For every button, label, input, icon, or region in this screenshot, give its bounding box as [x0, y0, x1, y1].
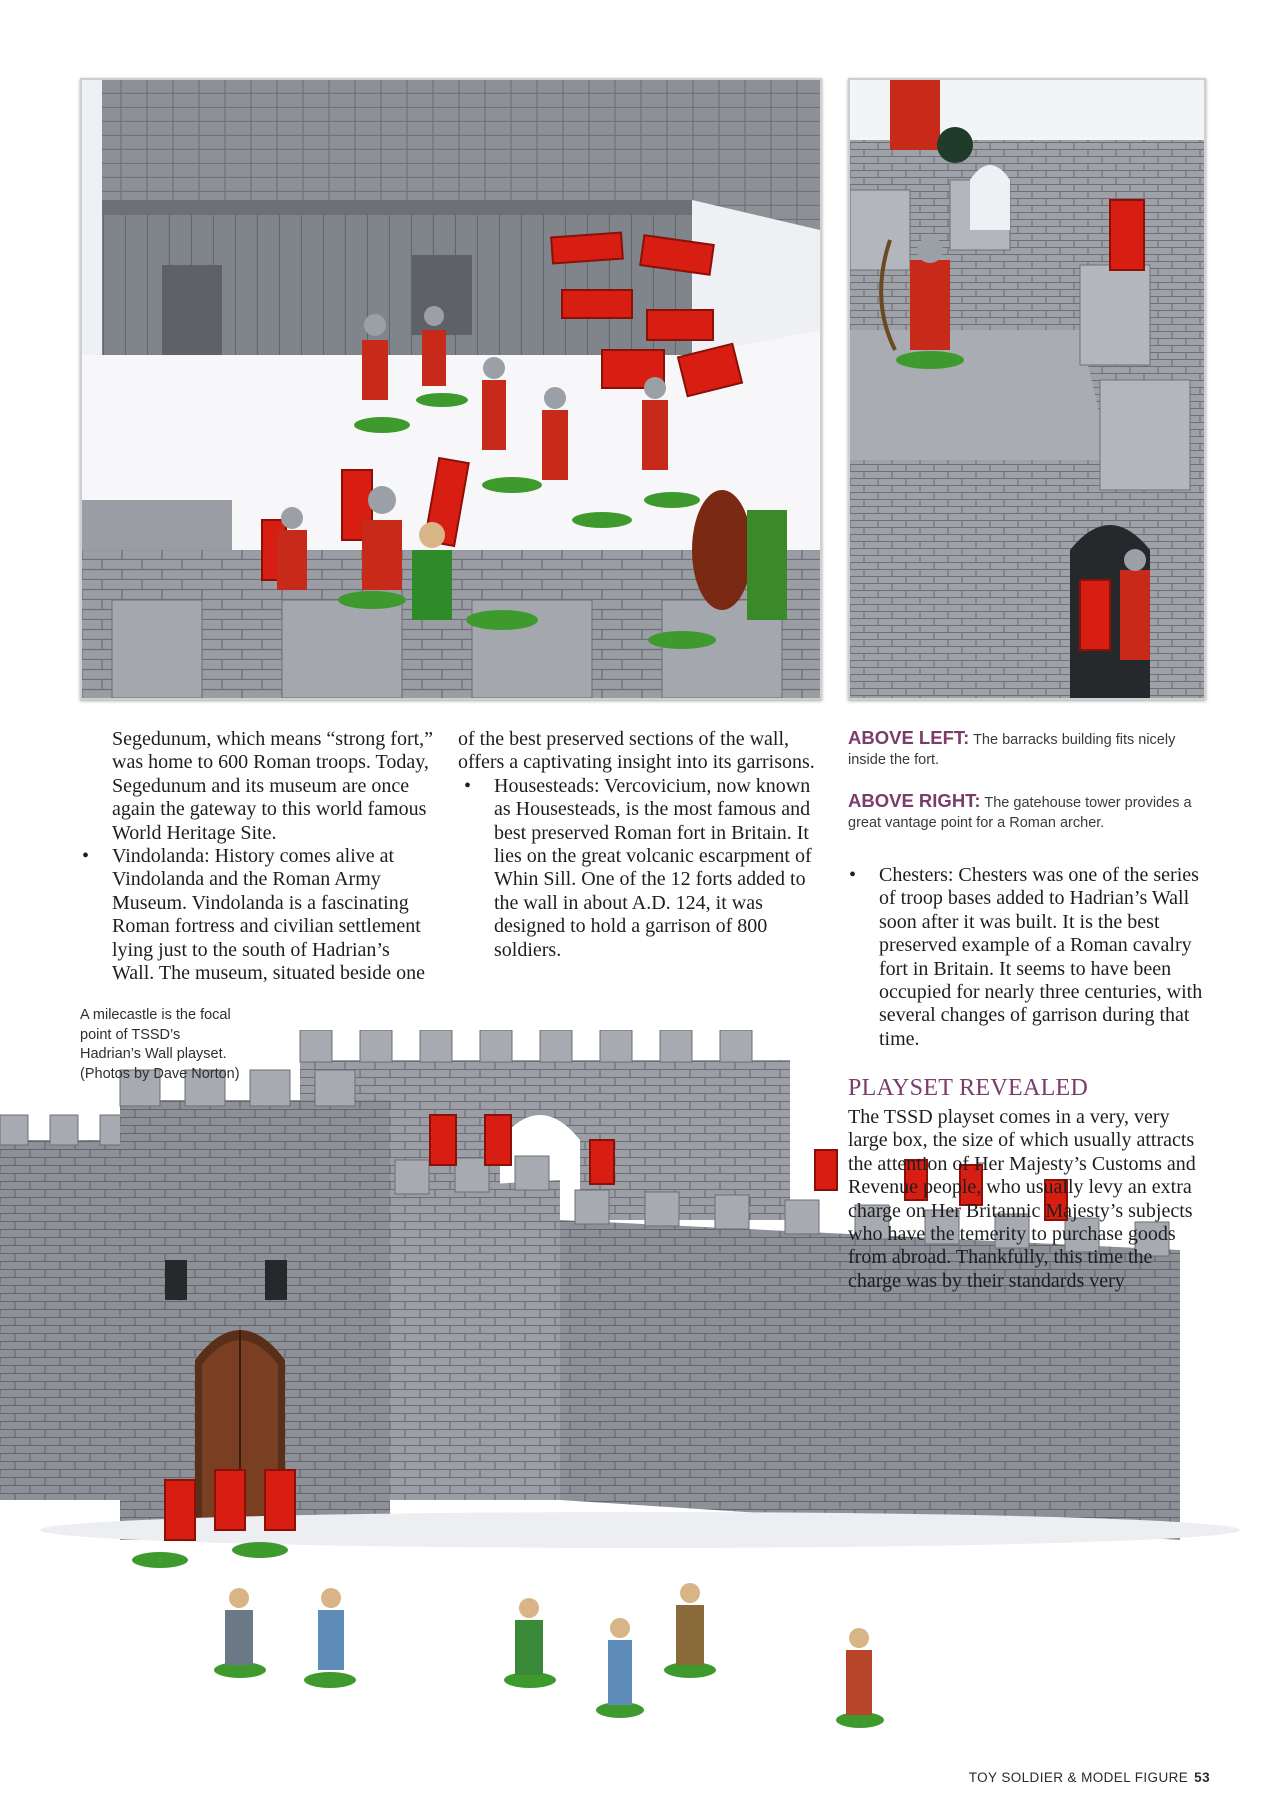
- footer-magazine-name: TOY SOLDIER & MODEL FIGURE: [968, 1770, 1189, 1785]
- bullet-chesters: • Chesters: Chesters was one of the series of troop bases added to Hadrian’s Wall soon after it was built. It is the best preserved example of a Roman cavalry fort in Britain. It seems to have been occupied for nearly three centuries, with several changes of garrison during that time.: [843, 864, 1205, 1051]
- milecastle-caption: A milecastle is the focal point of TSSD’s Hadrian’s Wall playset. (Photos by Dave Norton): [80, 1007, 240, 1082]
- playset-paragraph: The TSSD playset comes in a very, very large box, the size of which usually attracts the attention of Her Majesty’s Customs and Revenue people, who usually levy an extra charge on Her Britannic Majesty’s subjects who have the temerity to purchase goods from abroad. Thankfully, this time the charge was by their standards very: [848, 1106, 1196, 1292]
- caption-above-left: [848, 728, 1208, 770]
- caption-label-above-right: ABOVE RIGHT:: [848, 790, 981, 811]
- article-column-3: [843, 864, 1205, 1051]
- caption-text-above-left: The barracks building fits nicely inside the fort.: [848, 732, 1176, 768]
- caption-text-above-right: The gatehouse tower provides a great vantage point for a Roman archer.: [848, 795, 1192, 831]
- page-footer: [969, 1770, 1210, 1785]
- caption-above-right: [848, 791, 1208, 833]
- segedunum-paragraph: Segedunum, which means “strong fort,” was home to 600 Roman troops. Today, Segedunum and its museum are once again the gateway to this world famous World Heritage Site.: [112, 728, 434, 844]
- bullet-housesteads: • Housesteads: Vercovicium, now known as Housesteads, is the most famous and best preserved Roman fort in Britain. It lies on the great volcanic escarpment of Whin Sill. One of the 12 forts added to the wall in about A.D. 124, it was designed to hold a garrison of 800 soldiers.: [458, 775, 824, 962]
- gatehouse-tower-photo: [848, 78, 1206, 700]
- article-column-2: [458, 728, 824, 962]
- caption-label-above-left: ABOVE LEFT:: [848, 727, 970, 748]
- barracks-photo: [80, 78, 822, 700]
- page-number: 53: [1194, 1770, 1210, 1785]
- bullet-vindolanda: • Vindolanda: History comes alive at Vindolanda and the Roman Army Museum. Vindolanda is a fascinating Roman fortress and civilian settlement lying just to the south of Hadrian’s Wall. The museum, situated beside one: [76, 845, 436, 985]
- section-heading-playset-revealed: PLAYSET REVEALED: [848, 1075, 1089, 1101]
- vindolanda-continuation: of the best preserved sections of the wall, offers a captivating insight into its garrisons.: [458, 728, 815, 774]
- article-column-1: [76, 728, 436, 985]
